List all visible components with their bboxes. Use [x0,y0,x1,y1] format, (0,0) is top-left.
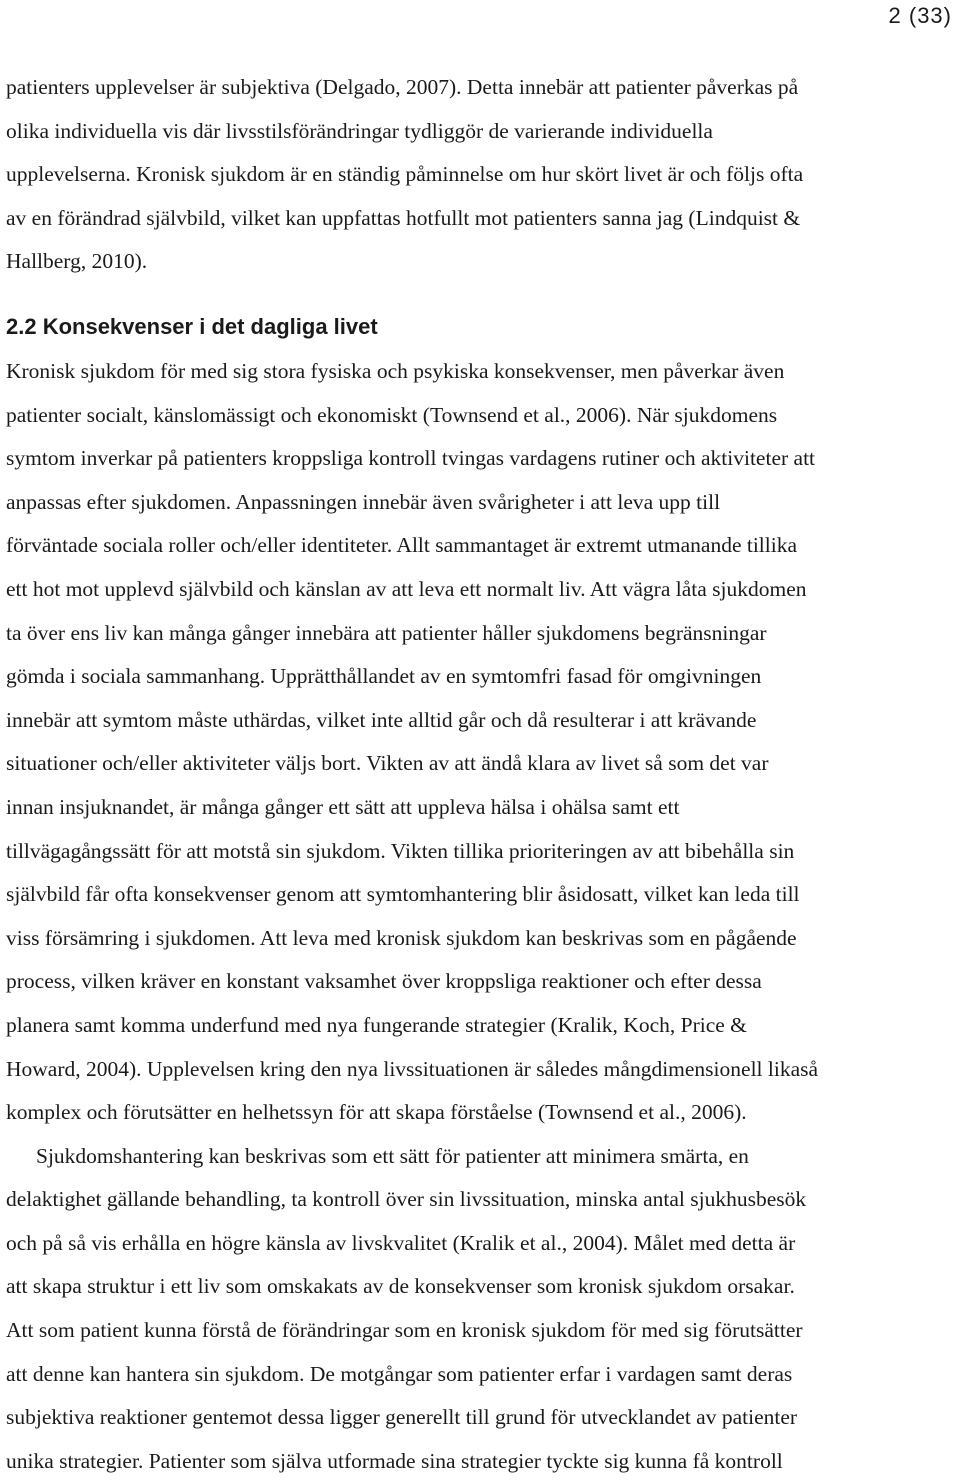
text-line: självbild får ofta konsekvenser genom att symtomhantering blir åsidosatt, vilket kan leda till [6,882,800,907]
text-line: ta över ens liv kan många gånger innebära att patienter håller sjukdomens begränsningar [6,620,767,645]
text-line: och på så vis erhålla en högre känsla av livskvalitet (Kralik et al., 2004). Målet med detta är [6,1230,796,1255]
paragraph-2 [6,350,956,1483]
text-line: subjektiva reaktioner gentemot dessa ligger generellt till grund för utvecklandet av patienter [6,1405,798,1430]
text-line: olika individuella vis där livsstilsförändringar tydliggör de varierande individuella [6,118,713,143]
text-line: upplevelserna. Kronisk sjukdom är en ständig påminnelse om hur skört livet är och följs ofta [6,162,804,187]
text-line: tillvägagångssätt för att motstå sin sjukdom. Vikten tillika prioriteringen av att bibehålla sin [6,838,795,863]
text-line: symtom inverkar på patienters kroppsliga kontroll tvingas vardagens rutiner och aktiviteter att [6,446,816,471]
text-line: anpassas efter sjukdomen. Anpassningen innebär även svårigheter i att leva upp till [6,489,721,514]
text-line: komplex och förutsätter en helhetssyn för att skapa förståelse (Townsend et al., 2006). [6,1100,747,1125]
text-line: patienters upplevelser är subjektiva (Delgado, 2007). Detta innebär att patienter påverkas på [6,75,799,99]
text-line: Att som patient kunna förstå de förändringar som en kronisk sjukdom för med sig förutsätter [6,1318,803,1343]
text-line: delaktighet gällande behandling, ta kontroll över sin livssituation, minska antal sjukhusbesök [6,1187,807,1212]
section-heading: 2.2 Konsekvenser i det dagliga livet [6,314,378,339]
text-line: Sjukdomshantering kan beskrivas som ett sätt för patienter att minimera smärta, en [36,1143,749,1168]
text-line: Howard, 2004). Upplevelsen kring den nya livssituationen är således mångdimensionell likaså [6,1056,819,1081]
text-line: Kronisk sjukdom för med sig stora fysiska och psykiska konsekvenser, men påverkar även [6,359,785,383]
text-line: planera samt komma underfund med nya fungerande strategier (Kralik, Koch, Price & [6,1012,747,1037]
text-line: situationer och/eller aktiviteter väljs bort. Vikten av att ändå klara av livet så som det var [6,751,769,776]
text-line: att denne kan hantera sin sjukdom. De motgångar som patienter erfar i vardagen samt deras [6,1361,793,1386]
text-line: innebär att symtom måste uthärdas, vilket inte alltid går och då resulterar i att krävande [6,707,757,732]
text-line: av en förändrad självbild, vilket kan uppfattas hotfullt mot patienters sanna jag (Lindquist & [6,205,801,230]
text-line: gömda i sociala sammanhang. Upprätthållandet av en symtomfri fasad för omgivningen [6,664,762,689]
text-line: Hallberg, 2010). [6,249,148,274]
text-line: unika strategier. Patienter som själva utformade sina strategier tyckte sig kunna få kontroll [6,1448,783,1473]
text-line: ett hot mot upplevd självbild och känslan av att leva ett normalt liv. Att vägra låta sjukdomen [6,576,807,601]
page-number: 2 (33) [888,3,952,28]
text-line: att skapa struktur i ett liv som omskakats av de konsekvenser som kronisk sjukdom orsakar. [6,1274,795,1299]
text-line: förväntade sociala roller och/eller identiteter. Allt sammantaget är extremt utmanande tillika [6,533,798,558]
text-line: patienter socialt, känslomässigt och ekonomiskt (Townsend et al., 2006). När sjukdomens [6,402,778,427]
text-line: process, vilken kräver en konstant vaksamhet över kroppsliga reaktioner och efter dessa [6,969,762,994]
paragraph-1 [6,66,956,284]
text-line: innan insjuknandet, är många gånger ett sätt att uppleva hälsa i ohälsa samt ett [6,794,680,819]
text-line: viss försämring i sjukdomen. Att leva med kronisk sjukdom kan beskrivas som en pågående [6,925,797,950]
